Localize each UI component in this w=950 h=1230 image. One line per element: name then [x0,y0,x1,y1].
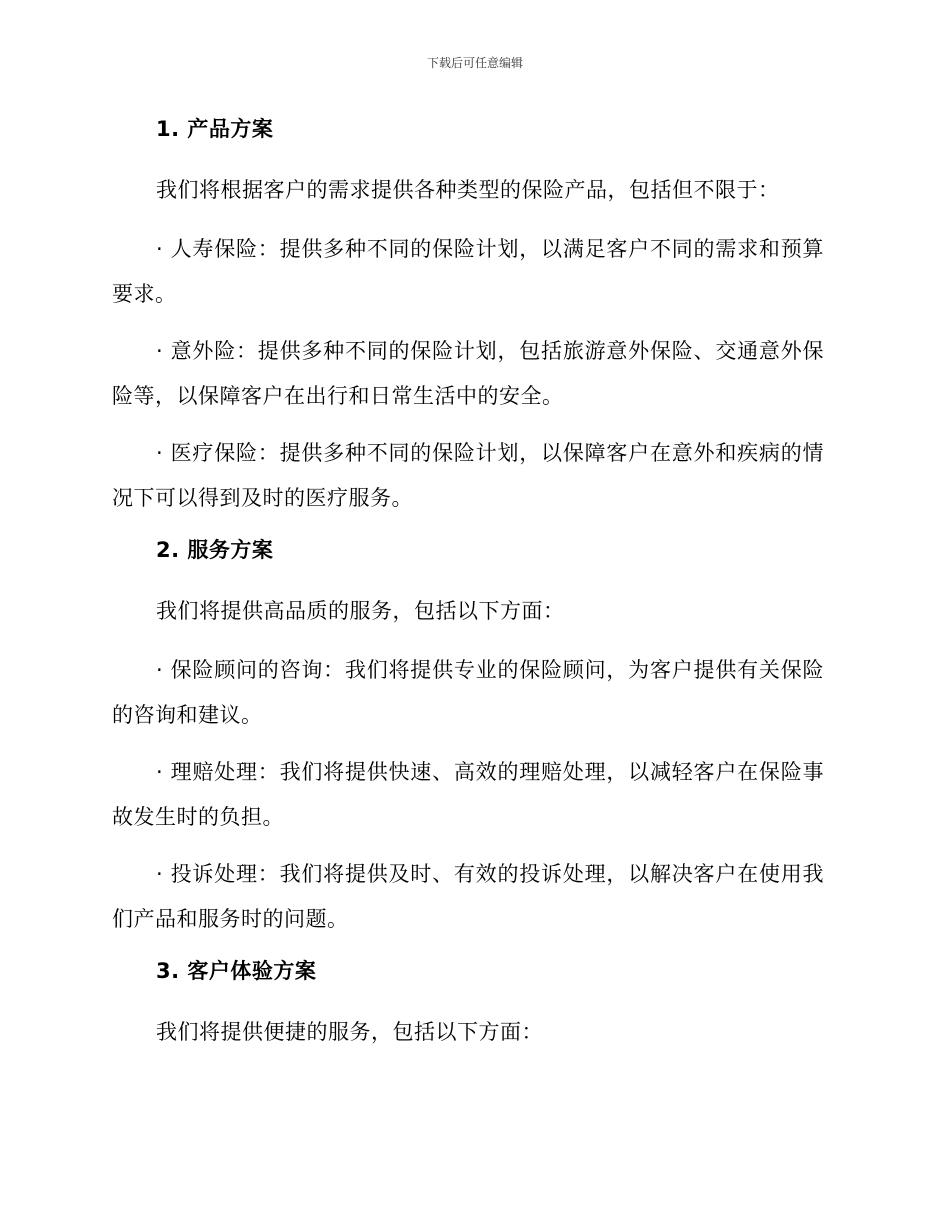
document-body [112,112,824,1069]
list-item-life-insurance: · 人寿保险：提供多种不同的保险计划，以满足客户不同的需求和预算要求。 [112,237,824,306]
section-intro-product: 我们将根据客户的需求提供各种类型的保险产品，包括但不限于： [156,178,780,202]
section-heading-service: 2. 服务方案 [156,538,274,562]
section-intro-customer-experience: 我们将提供便捷的服务，包括以下方面： [156,1020,543,1044]
list-item-accident-insurance: · 意外险：提供多种不同的保险计划，包括旅游意外保险、交通意外保险等，以保障客户在出行和日常生活中的安全。 [112,339,824,408]
section-heading-product: 1. 产品方案 [156,117,274,141]
page-header-note: 下载后可任意编辑 [426,56,523,70]
section-intro-service: 我们将提供高品质的服务，包括以下方面： [156,599,565,623]
list-item-consulting: · 保险顾问的咨询：我们将提供专业的保险顾问，为客户提供有关保险的咨询和建议。 [112,658,824,727]
list-item-complaints: · 投诉处理：我们将提供及时、有效的投诉处理，以解决客户在使用我们产品和服务时的问题。 [112,862,824,931]
list-item-medical-insurance: · 医疗保险：提供多种不同的保险计划，以保障客户在意外和疾病的情况下可以得到及时的医疗服务。 [112,441,824,510]
section-heading-customer-experience: 3. 客户体验方案 [156,959,317,983]
list-item-claims: · 理赔处理：我们将提供快速、高效的理赔处理，以减轻客户在保险事故发生时的负担。 [112,760,824,829]
